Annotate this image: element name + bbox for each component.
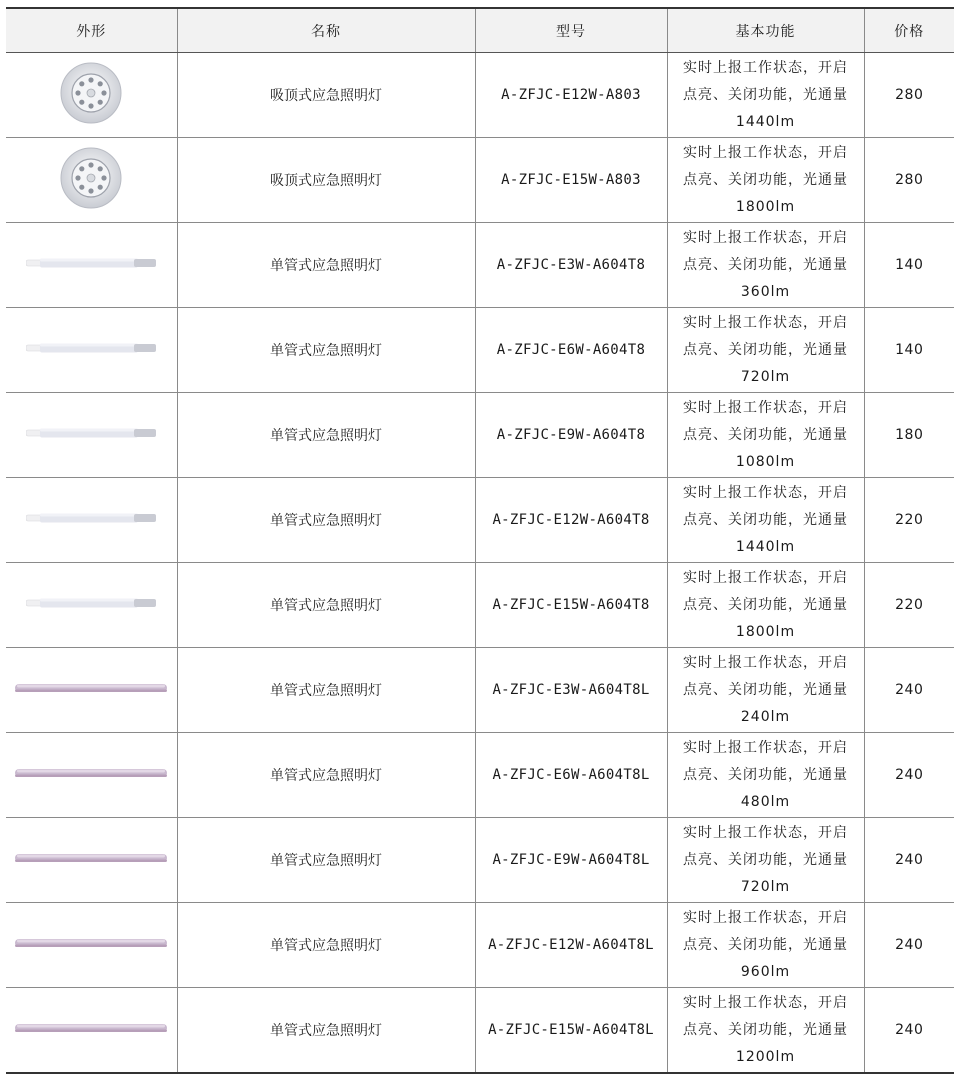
header-name: 名称 (177, 8, 475, 53)
table-row (6, 563, 954, 648)
name-cell: 单管式应急照明灯 (177, 478, 475, 563)
price-cell: 240 (864, 733, 954, 818)
model-cell: A-ZFJC-E15W-A803 (475, 138, 667, 223)
model-cell: A-ZFJC-E15W-A604T8 (475, 563, 667, 648)
long-tube-lamp-icon (15, 1022, 167, 1034)
long-tube-lamp-icon (15, 767, 167, 779)
table-row (6, 818, 954, 903)
price-cell: 240 (864, 903, 954, 988)
header-price: 价格 (864, 8, 954, 53)
round-ceiling-lamp-icon (59, 61, 123, 125)
header-row (6, 8, 954, 53)
price-cell: 280 (864, 53, 954, 138)
function-text: 实时上报工作状态，开启点亮、关闭功能，光通量720lm (683, 314, 848, 385)
shape-cell (6, 903, 177, 988)
model-cell: A-ZFJC-E6W-A604T8L (475, 733, 667, 818)
function-text: 实时上报工作状态，开启点亮、关闭功能，光通量1440lm (683, 59, 848, 130)
function-text: 实时上报工作状态，开启点亮、关闭功能，光通量1800lm (683, 144, 848, 215)
price-cell: 140 (864, 223, 954, 308)
function-cell (667, 988, 864, 1074)
shape-cell (6, 818, 177, 903)
table-row (6, 308, 954, 393)
table-header (6, 8, 954, 53)
product-table (6, 7, 954, 1074)
name-cell: 单管式应急照明灯 (177, 308, 475, 393)
function-text: 实时上报工作状态，开启点亮、关闭功能，光通量360lm (683, 229, 848, 300)
function-cell (667, 223, 864, 308)
function-cell (667, 393, 864, 478)
function-text: 实时上报工作状态，开启点亮、关闭功能，光通量1200lm (683, 994, 848, 1065)
table-row (6, 733, 954, 818)
model-cell: A-ZFJC-E6W-A604T8 (475, 308, 667, 393)
function-cell (667, 648, 864, 733)
model-cell: A-ZFJC-E12W-A604T8L (475, 903, 667, 988)
model-cell: A-ZFJC-E9W-A604T8L (475, 818, 667, 903)
function-text: 实时上报工作状态，开启点亮、关闭功能，光通量480lm (683, 739, 848, 810)
table-row (6, 903, 954, 988)
shape-cell (6, 393, 177, 478)
function-text: 实时上报工作状态，开启点亮、关闭功能，光通量1800lm (683, 569, 848, 640)
price-cell: 220 (864, 478, 954, 563)
name-cell: 单管式应急照明灯 (177, 223, 475, 308)
long-tube-lamp-icon (15, 852, 167, 864)
shape-cell (6, 648, 177, 733)
name-cell: 单管式应急照明灯 (177, 903, 475, 988)
shape-cell (6, 733, 177, 818)
long-tube-lamp-icon (15, 937, 167, 949)
table-row (6, 53, 954, 138)
function-cell (667, 903, 864, 988)
table-body (6, 53, 954, 1074)
shape-cell (6, 223, 177, 308)
name-cell: 单管式应急照明灯 (177, 563, 475, 648)
model-cell: A-ZFJC-E3W-A604T8 (475, 223, 667, 308)
model-cell: A-ZFJC-E15W-A604T8L (475, 988, 667, 1074)
long-tube-lamp-icon (15, 682, 167, 694)
shape-cell (6, 138, 177, 223)
function-cell (667, 733, 864, 818)
shape-cell (6, 53, 177, 138)
short-tube-lamp-icon (26, 256, 156, 270)
shape-cell (6, 308, 177, 393)
header-function: 基本功能 (667, 8, 864, 53)
model-cell: A-ZFJC-E12W-A604T8 (475, 478, 667, 563)
table-row (6, 988, 954, 1074)
header-model: 型号 (475, 8, 667, 53)
table-row (6, 393, 954, 478)
header-shape: 外形 (6, 8, 177, 53)
function-cell (667, 818, 864, 903)
name-cell: 单管式应急照明灯 (177, 988, 475, 1074)
price-cell: 140 (864, 308, 954, 393)
name-cell: 单管式应急照明灯 (177, 393, 475, 478)
price-cell: 240 (864, 818, 954, 903)
function-cell (667, 478, 864, 563)
table-row (6, 223, 954, 308)
price-cell: 240 (864, 988, 954, 1074)
round-ceiling-lamp-icon (59, 146, 123, 210)
short-tube-lamp-icon (26, 511, 156, 525)
name-cell: 吸顶式应急照明灯 (177, 138, 475, 223)
shape-cell (6, 988, 177, 1074)
model-cell: A-ZFJC-E12W-A803 (475, 53, 667, 138)
table-row (6, 648, 954, 733)
name-cell: 单管式应急照明灯 (177, 648, 475, 733)
shape-cell (6, 563, 177, 648)
shape-cell (6, 478, 177, 563)
function-text: 实时上报工作状态，开启点亮、关闭功能，光通量960lm (683, 909, 848, 980)
price-cell: 180 (864, 393, 954, 478)
name-cell: 单管式应急照明灯 (177, 733, 475, 818)
price-cell: 280 (864, 138, 954, 223)
function-text: 实时上报工作状态，开启点亮、关闭功能，光通量240lm (683, 654, 848, 725)
price-cell: 240 (864, 648, 954, 733)
short-tube-lamp-icon (26, 426, 156, 440)
name-cell: 单管式应急照明灯 (177, 818, 475, 903)
model-cell: A-ZFJC-E9W-A604T8 (475, 393, 667, 478)
function-text: 实时上报工作状态，开启点亮、关闭功能，光通量720lm (683, 824, 848, 895)
table-row (6, 138, 954, 223)
name-cell: 吸顶式应急照明灯 (177, 53, 475, 138)
function-text: 实时上报工作状态，开启点亮、关闭功能，光通量1080lm (683, 399, 848, 470)
short-tube-lamp-icon (26, 596, 156, 610)
function-cell (667, 53, 864, 138)
model-cell: A-ZFJC-E3W-A604T8L (475, 648, 667, 733)
function-cell (667, 138, 864, 223)
function-cell (667, 308, 864, 393)
table-row (6, 478, 954, 563)
short-tube-lamp-icon (26, 341, 156, 355)
function-cell (667, 563, 864, 648)
price-cell: 220 (864, 563, 954, 648)
function-text: 实时上报工作状态，开启点亮、关闭功能，光通量1440lm (683, 484, 848, 555)
